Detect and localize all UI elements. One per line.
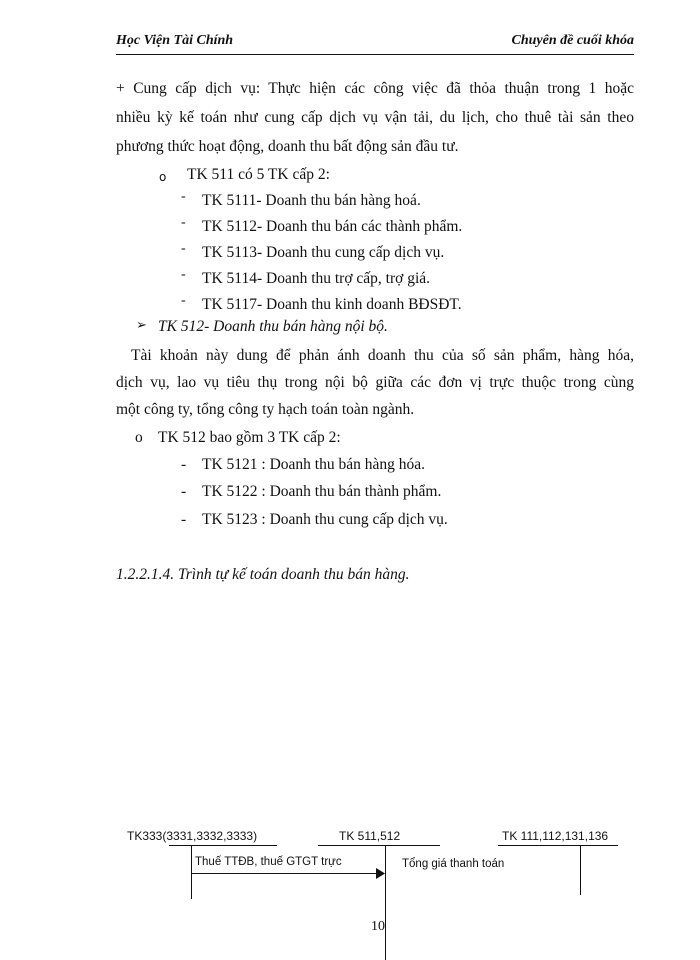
dash-icon: - bbox=[181, 241, 186, 256]
dash-icon: - bbox=[181, 215, 186, 230]
dash-icon: - bbox=[181, 456, 187, 473]
dash-icon: - bbox=[181, 293, 186, 308]
entry-arrow-line bbox=[192, 873, 378, 874]
account-label-middle: TK 511,512 bbox=[339, 829, 401, 843]
dash-icon: - bbox=[181, 511, 187, 528]
t-account-middle-stem bbox=[385, 846, 386, 960]
dash-icon: - bbox=[181, 483, 187, 500]
tk512-title: TK 512- Doanh thu bán hàng nội bộ. bbox=[158, 318, 388, 335]
arrow-bullet-icon: ➢ bbox=[136, 318, 147, 333]
tk512-desc-line-1: Tài khoản này dung để phản ánh doanh thu của số sản phẩm, hàng hóa, bbox=[131, 347, 634, 364]
t-account-middle-top-line bbox=[318, 845, 440, 846]
intro-line-2: nhiều kỳ kế toán như cung cấp dịch vụ vận tải, du lịch, cho thuê tài sản theo bbox=[116, 109, 634, 126]
list-item: TK 5113- Doanh thu cung cấp dịch vụ. bbox=[202, 244, 445, 261]
circle-bullet-icon: o bbox=[135, 429, 143, 446]
list-item: TK 5121 : Doanh thu bán hàng hóa. bbox=[202, 456, 425, 473]
header-left: Học Viện Tài Chính bbox=[116, 33, 234, 48]
t-account-right-top-line bbox=[498, 845, 618, 846]
header-right: Chuyên đề cuối khóa bbox=[511, 33, 634, 48]
section-title: 1.2.2.1.4. Trình tự kế toán doanh thu bán hàng. bbox=[116, 566, 410, 583]
list-item: TK 5117- Doanh thu kinh doanh BĐSĐT. bbox=[202, 296, 462, 313]
tk511-heading: TK 511 có 5 TK cấp 2: bbox=[187, 166, 330, 183]
t-account-right-stem bbox=[580, 846, 581, 895]
list-item: TK 5111- Doanh thu bán hàng hoá. bbox=[202, 192, 421, 209]
list-item: TK 5112- Doanh thu bán các thành phẩm. bbox=[202, 218, 463, 235]
entry-label-right: Tổng giá thanh toán bbox=[402, 858, 505, 870]
circle-bullet-icon: o bbox=[159, 170, 167, 184]
entry-label-left: Thuế TTĐB, thuế GTGT trực bbox=[195, 856, 342, 868]
plus-bullet: + bbox=[116, 80, 125, 97]
intro-line-3: phương thức hoạt động, doanh thu bất động sản đầu tư. bbox=[116, 138, 459, 155]
account-label-left: TK333(3331,3332,3333) bbox=[127, 829, 258, 843]
dash-icon: - bbox=[181, 189, 186, 204]
dash-icon: - bbox=[181, 267, 186, 282]
arrow-head-icon bbox=[376, 868, 386, 879]
header-rule bbox=[116, 54, 634, 55]
tk512-heading: TK 512 bao gồm 3 TK cấp 2: bbox=[158, 429, 341, 446]
list-item: TK 5123 : Doanh thu cung cấp dịch vụ. bbox=[202, 511, 448, 528]
page-number: 10 bbox=[371, 919, 385, 934]
list-item: TK 5114- Doanh thu trợ cấp, trợ giá. bbox=[202, 270, 431, 287]
account-label-right: TK 111,112,131,136 bbox=[502, 829, 609, 843]
list-item: TK 5122 : Doanh thu bán thành phẩm. bbox=[202, 483, 442, 500]
tk512-desc-line-2: dịch vụ, lao vụ tiêu thụ trong nội bộ giữa các đơn vị trực thuộc trong cùng bbox=[116, 374, 634, 391]
intro-line-1: + Cung cấp dịch vụ: Thực hiện các công việc đã thỏa thuận trong 1 hoặc bbox=[116, 80, 635, 97]
t-account-left-top-line bbox=[169, 845, 277, 846]
tk512-desc-line-3: một công ty, tổng công ty hạch toán toàn ngành. bbox=[116, 401, 415, 418]
